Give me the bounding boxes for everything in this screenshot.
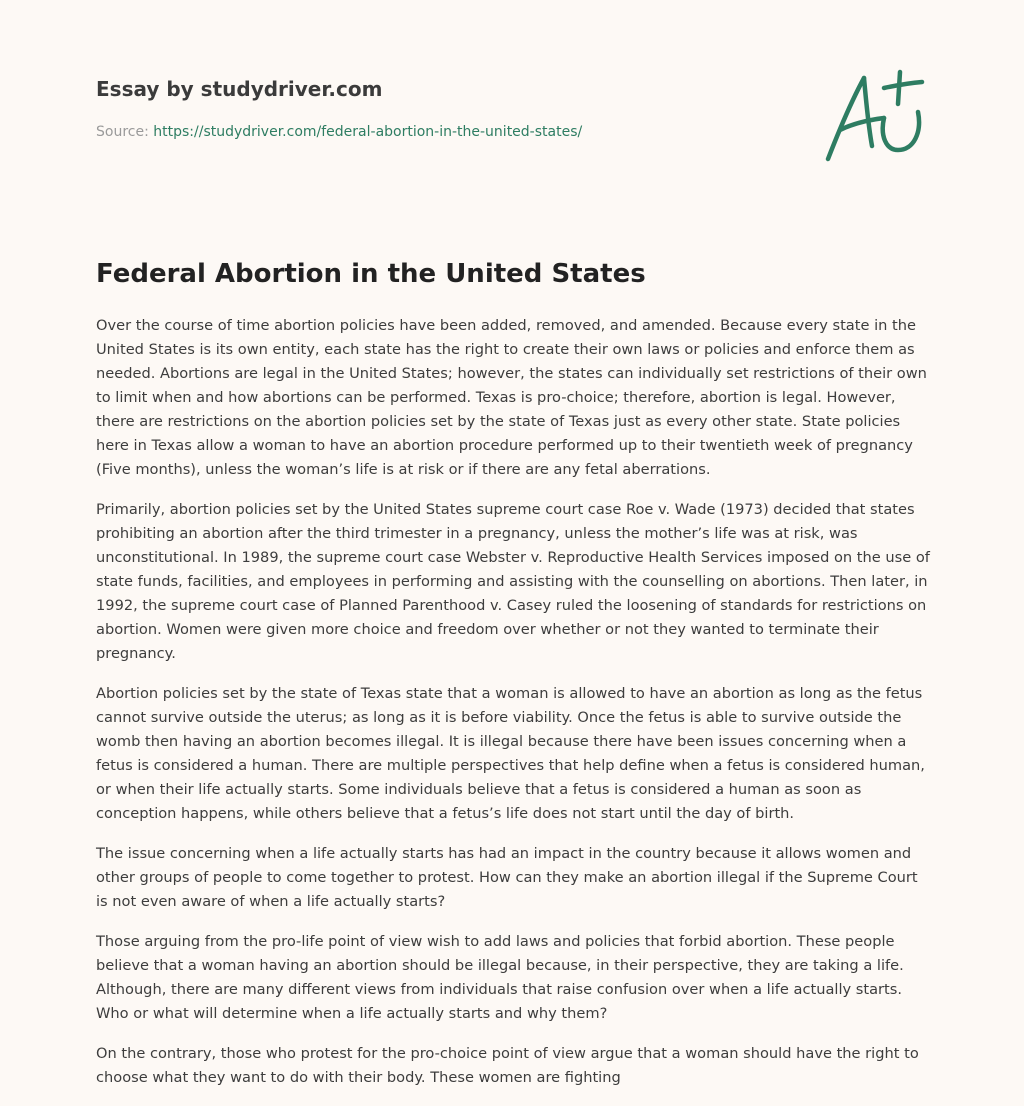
a-plus-logo <box>822 66 928 166</box>
essay-header <box>96 74 796 142</box>
essay-body <box>96 314 930 1106</box>
site-brand: Essay by studydriver.com <box>96 77 383 101</box>
paragraph-3: Abortion policies set by the state of Texas state that a woman is allowed to have an abortion as long as the fetus cannot survive outside the uterus; as long as it is before viability. Once the fetus is able to survive outside the womb then having an abortion becomes illegal. It is illegal because there have been issues concerning when a fetus is considered a human. There are multiple perspectives that help define when a fetus is considered human, or when their life actually starts. Some individuals believe that a fetus is considered a human as soon as conception happens, while others believe that a fetus’s life does not start until the day of birth. <box>96 685 925 822</box>
a-plus-logo-icon <box>822 66 928 166</box>
paragraph-5: Those arguing from the pro-life point of view wish to add laws and policies that forbid abortion. These people believe that a woman having an abortion should be illegal because, in their perspective, they are taking a life. Although, there are many different views from individuals that raise confusion over when a life actually starts. Who or what will determine when a life actually starts and why them? <box>96 933 904 1022</box>
source-link[interactable]: https://studydriver.com/federal-abortion-in-the-united-states/ <box>153 124 583 140</box>
source-label: Source: <box>96 124 154 140</box>
essay-title: Federal Abortion in the United States <box>96 259 646 289</box>
source-line <box>96 122 796 142</box>
paragraph-2: Primarily, abortion policies set by the United States supreme court case Roe v. Wade (1973) decided that states prohibiting an abortion after the third trimester in a pregnancy, unless the mother’s life was at risk, was unconstitutional. In 1989, the supreme court case Webster v. Reproductive Health Services imposed on the use of state funds, facilities, and employees in performing and assisting with the counselling on abortions. Then later, in 1992, the supreme court case of Planned Parenthood v. Casey ruled the loosening of standards for restrictions on abortion. Women were given more choice and freedom over whether or not they wanted to terminate their pregnancy. <box>96 501 930 662</box>
paragraph-6: On the contrary, those who protest for the pro-choice point of view argue that a woman should have the right to choose what they want to do with their body. These women are fighting <box>96 1045 919 1086</box>
paragraph-4: The issue concerning when a life actually starts has had an impact in the country because it allows women and other groups of people to come together to protest. How can they make an abortion illegal if the Supreme Court is not even aware of when a life actually starts? <box>96 845 918 910</box>
paragraph-1: Over the course of time abortion policies have been added, removed, and amended. Because every state in the United States is its own entity, each state has the right to create their own laws or policies and enforce them as needed. Abortions are legal in the United States; however, the states can individually set restrictions of their own to limit when and how abortions can be performed. Texas is pro-choice; therefore, abortion is legal. However, there are restrictions on the abortion policies set by the state of Texas just as every other state. State policies here in Texas allow a woman to have an abortion procedure performed up to their twentieth week of pregnancy (Five months), unless the woman’s life is at risk or if there are any fetal aberrations. <box>96 317 927 478</box>
